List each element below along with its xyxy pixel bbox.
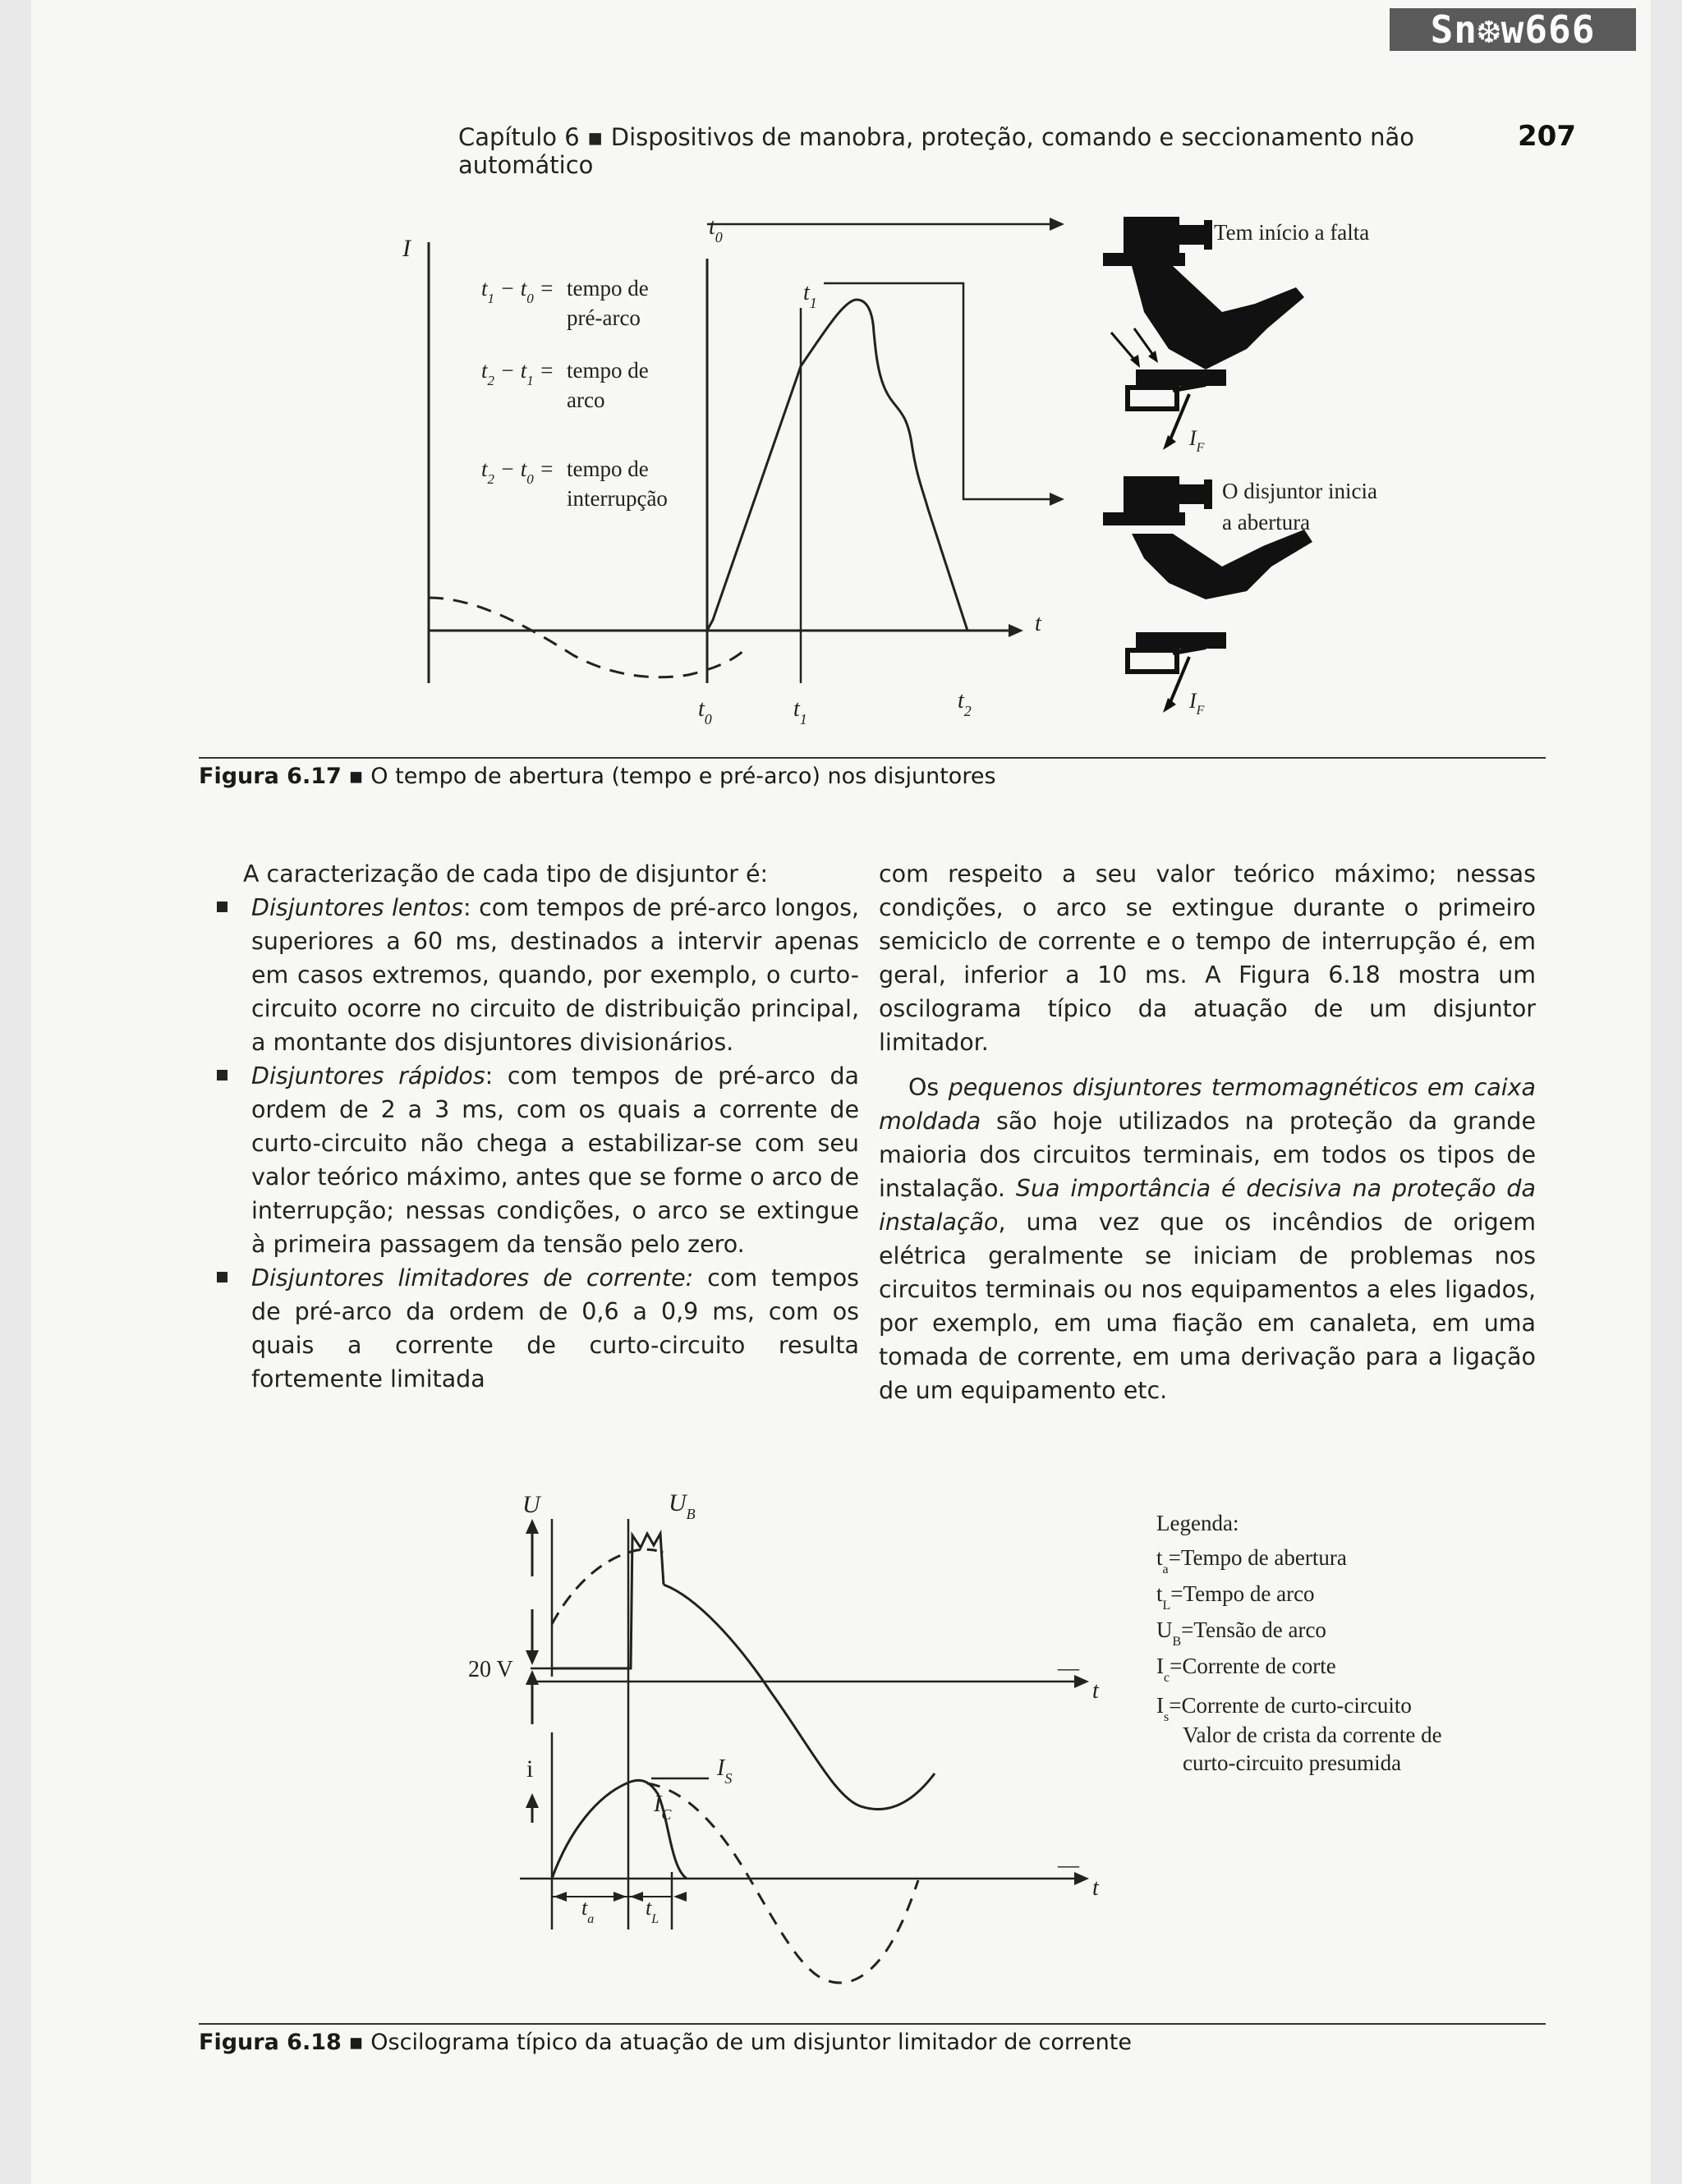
fig18-dim-arrow-4 (673, 1892, 687, 1902)
fig17-def3-a: tempo de (567, 457, 649, 481)
figure-6-17 (360, 205, 1510, 747)
list-item (214, 891, 859, 1059)
breaker-closed-illustration (1103, 217, 1304, 450)
fig17-current-curve (707, 300, 967, 631)
fig18-dim-arrow-3 (630, 1892, 643, 1902)
fig18-i-label: i (526, 1755, 534, 1783)
caption-text: ▪ O tempo de abertura (tempo e pré-arco) nos disjuntores (341, 764, 996, 789)
list-item (214, 1059, 859, 1261)
fig18-upper-t-label: t (1092, 1678, 1099, 1704)
fig17-callout-open-b: a abertura (1222, 510, 1311, 535)
fig17-def2-b: arco (567, 388, 605, 412)
fig17-if-label-2: $I_F$ (1189, 689, 1205, 718)
fig17-def3-b: interrupção (567, 486, 668, 511)
emphasis: pequenos disjuntores termomagnéticos em caixa moldada (879, 1074, 1536, 1135)
legend-extra-b: curto-circuito presumida (1183, 1750, 1402, 1775)
fig18-dim-arrow-2 (614, 1892, 627, 1902)
fig18-limited-current (552, 1780, 687, 1879)
fig17-dashed-wave (429, 598, 746, 677)
fig17-arrow-open-head (1050, 493, 1064, 506)
fig17-t2-bottom: $t_2$ (958, 688, 972, 719)
text: Os (908, 1074, 949, 1101)
fig18-arc-voltage (552, 1534, 664, 1668)
page-number: 207 (1518, 120, 1576, 153)
right-column (879, 857, 1536, 1407)
figure-6-18-rule (199, 2023, 1546, 2025)
fig17-t0-bottom: $t_0$ (698, 696, 712, 727)
term: Disjuntores limitadores de corrente: (251, 1264, 694, 1292)
right-paragraph-1: com respeito a seu valor teórico máximo; nessas condições, o arco se extingue durante o primeiro semiciclo de corrente e o tempo de interrupção é, em geral, inferior a 10 ms. A Figura 6.18 mostra um oscilograma típico da atuação de um disjuntor limitador. (879, 860, 1536, 1056)
fig18-u-arrow-down-head (526, 1650, 539, 1665)
fig17-callout-open-a: O disjuntor inicia (1222, 479, 1377, 503)
fig17-callout-fault: Tem início a falta (1214, 220, 1370, 245)
list-item (214, 1261, 859, 1396)
watermark-logo: Sn❆w666 (1390, 8, 1636, 51)
fig17-if-label-1: $I_F$ (1189, 426, 1205, 455)
term: Disjuntores rápidos (251, 1062, 485, 1090)
fig17-t1-top: $t_1$ (803, 280, 817, 311)
fig18-ic-label: $I_C$ (654, 1792, 672, 1823)
book-page (31, 0, 1651, 2184)
fig18-ub-label: $U_B$ (669, 1489, 696, 1522)
emphasis: Sua importância é decisiva na proteção da instalação (879, 1175, 1536, 1236)
fig18-lower-t-label: t (1092, 1875, 1099, 1901)
fig18-dashed-voltage (552, 1552, 631, 1624)
fig17-def1-a: tempo de (567, 276, 649, 301)
fig18-i-arrow2-head (526, 1793, 539, 1808)
fig18-is-label: $I_S$ (717, 1755, 733, 1787)
figure-6-17-rule (199, 757, 1546, 759)
legend-item: $U_B=Tensão$ de arco (1156, 1617, 1326, 1649)
fig18-ta-label: $t_a$ (581, 1896, 595, 1926)
fig17-t-axis-arrow (1009, 624, 1023, 637)
definition: : com tempos de pré-arco da ordem de 2 a 3 ms, com os quais a corrente de curto-circuito não chega a estabilizar-se com seu valor teórico máximo, antes que se forme o arco de interrupção; nessas condições, o arco se extingue à primeira passagem da tensão pelo zero. (251, 1062, 859, 1258)
fig18-u-label: U (522, 1491, 540, 1518)
fig18-prospective-current (647, 1783, 918, 1983)
figure-6-17-caption (199, 764, 996, 789)
figure-6-18 (425, 1486, 1518, 1995)
breaker-type-list (214, 891, 859, 1396)
fig17-t1-bottom: $t_1$ (793, 696, 807, 727)
fig18-i-arrow-up-head (526, 1670, 539, 1685)
right-paragraph-2 (879, 1071, 1536, 1407)
fig18-20v-label: 20 V (468, 1657, 513, 1682)
figure-6-18-caption (199, 2030, 1132, 2055)
caption-label: Figura 6.17 (199, 764, 342, 789)
intro-paragraph: A caracterização de cada tipo de disjuntor é: (243, 860, 769, 888)
fig17-def2-formula: $t_2 - t_1$ = (481, 358, 554, 388)
fig17-def2-a: tempo de (567, 358, 649, 383)
fig17-def1-b: pré-arco (567, 305, 641, 330)
legend-item: $t_L=Tempo$ de arco (1156, 1581, 1315, 1613)
fig17-arrow-fault-head (1050, 218, 1064, 231)
fig18-dim-arrow-1 (554, 1892, 567, 1902)
fig18-tl-label: $t_L$ (646, 1896, 659, 1926)
definition: com tempos de pré-arco da ordem de 0,6 a 0,9 ms, com os quais a corrente de curto-circuito resulta fortemente limitada (251, 1264, 859, 1393)
legend-item: $I_s=Corrente$ de curto-circuito (1156, 1693, 1412, 1724)
fig17-def3-formula: $t_2 - t_0$ = (481, 457, 554, 487)
text: , uma vez que os incêndios de origem elétrica geralmente se iniciam de problemas nos circuitos terminais ou nos equipamentos a eles ligados, por exemplo, em uma fiação em canaleta, em uma tomada de corrente, em uma derivação para a ligação de um equipamento etc. (879, 1209, 1536, 1404)
caption-text: ▪ Oscilograma típico da atuação de um disjuntor limitador de corrente (341, 2030, 1132, 2055)
fig18-voltage-wave (664, 1585, 935, 1810)
fig17-i-axis-label: I (402, 235, 411, 262)
fig18-u-arrow-up-head (526, 1519, 539, 1534)
fig17-t0-top: $t_0$ (709, 214, 723, 245)
definition: : com tempos de pré-arco longos, superiores a 60 ms, destinados a intervir apenas em casos extremos, quando, por exemplo, o curto-circuito ocorre no circuito de distribuição principal, a montante dos disjuntores divisionários. (251, 894, 859, 1056)
fig18-lower-arrow-dash: — (1058, 1853, 1079, 1877)
fig17-t-axis-label: t (1035, 611, 1041, 636)
fig18-dashed-peak (631, 1549, 664, 1552)
running-header: Capítulo 6 ▪ Dispositivos de manobra, proteção, comando e seccionamento não automático (458, 123, 1414, 179)
legend-title: Legenda: (1156, 1511, 1239, 1535)
legend-item: $t_a=Tempo$ de abertura (1156, 1545, 1347, 1576)
text: são hoje utilizados na proteção da grande maioria dos circuitos terminais, em todos os tipos de instalação. (879, 1108, 1536, 1202)
fig18-legend (1156, 1511, 1442, 1775)
legend-item: $I_c=Corrente$ de corte (1156, 1654, 1336, 1685)
legend-extra-a: Valor de crista da corrente de (1183, 1723, 1442, 1747)
fig17-arrow-open (824, 283, 1050, 499)
left-column (214, 857, 859, 1396)
fig18-upper-arrow-dash: — (1058, 1656, 1079, 1680)
term: Disjuntores lentos (251, 894, 463, 921)
caption-label: Figura 6.18 (199, 2030, 342, 2055)
fig17-def1-formula: $t_1 - t_0$ = (481, 276, 554, 306)
